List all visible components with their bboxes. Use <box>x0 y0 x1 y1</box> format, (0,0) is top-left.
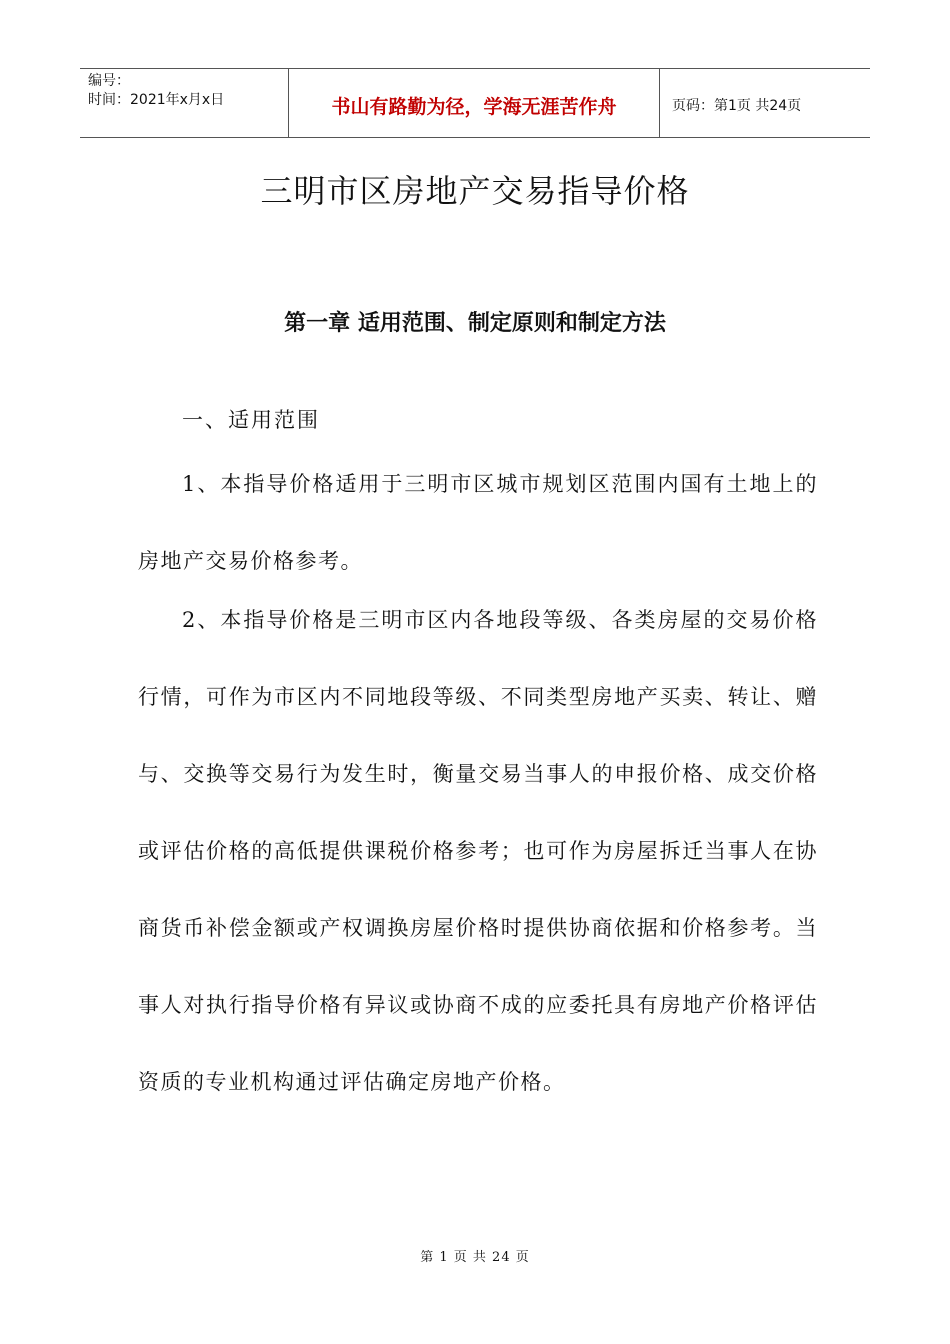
header-meta <box>80 69 288 137</box>
page-footer: 第 1 页 共 24 页 <box>420 1250 530 1265</box>
section-heading: 一、适用范围 <box>182 408 320 432</box>
time-label: 时间：2021年x月x日 <box>88 92 225 108</box>
document-title: 三明市区房地产交易指导价格 <box>260 172 690 210</box>
header-motto: 书山有路勤为径，学海无涯苦作舟 <box>288 69 660 137</box>
paragraph-1: 1、本指导价格适用于三明市区城市规划区范围内国有土地上的房地产交易价格参考。 <box>138 472 818 573</box>
header-page-info: 页码：第1页 共24页 <box>672 98 802 114</box>
chapter-title: 第一章 适用范围、制定原则和制定方法 <box>284 311 666 336</box>
number-label: 编号： <box>88 73 130 89</box>
page-header <box>80 68 870 138</box>
paragraph-2: 2、本指导价格是三明市区内各地段等级、各类房屋的交易价格行情，可作为市区内不同地段等级、不同类型房地产买卖、转让、赠与、交换等交易行为发生时，衡量交易当事人的申报价格、成交价格或评估价格的高低提供课税价格参考；也可作为房屋拆迁当事人在协商货币补偿金额或产权调换房屋价格时提供协商依据和价格参考。当事人对执行指导价格有异议或协商不成的应委托具有房地产价格评估资质的专业机构通过评估确定房地产价格。 <box>138 608 818 1094</box>
